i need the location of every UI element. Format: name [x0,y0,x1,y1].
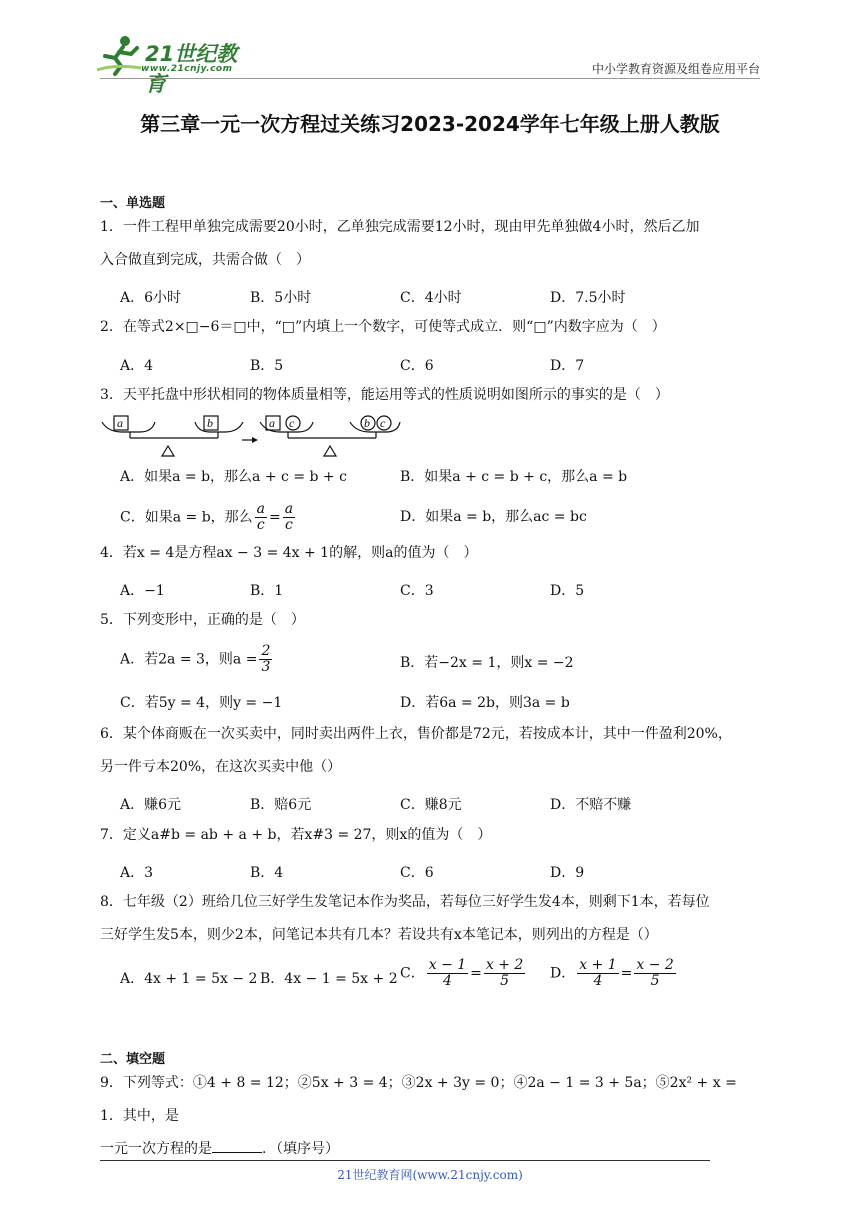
option-a[interactable] [120,644,274,675]
option-d[interactable]: D．若6a = 2b，则3a = b [400,695,570,711]
logo-text: 21世纪教育 [145,42,238,96]
question-6-options [120,794,760,818]
frac-denominator: 3 [261,659,271,675]
option-d[interactable]: D． $\frac{x + 1}{4}$ = $\frac{x - 2}{5}$ [550,957,674,989]
option-a[interactable]: A．赚6元 [120,797,182,813]
option-d[interactable]: D．7.5小时 [550,290,626,306]
option-a[interactable]: A．3 [120,865,154,881]
frac-numerator: a [256,501,266,517]
option-b[interactable]: B．1 [250,583,284,599]
question-4 [100,537,764,570]
question-5 [100,604,764,637]
frac-numerator: x + 1 [579,957,617,973]
frac-denominator: 4 [593,973,603,989]
question-7-text: 7．定义a#b = ab + a + b，若x#3 = 27，则x的值为（ ） [100,827,492,843]
question-7 [100,819,764,852]
frac-numerator: x − 1 [428,957,467,973]
question-1-line2: 入合做直到完成，共需合做（ ） [100,252,310,268]
option-d[interactable]: D．9 [550,865,585,881]
platform-label: 中小学教育资源及组卷应用平台 [591,62,760,76]
fig-right-c1: c [289,416,295,430]
question-8-line1: 8．七年级（2）班给几位三好学生发笔记本作为奖品，若每位三好学生发4本，则剩下1本，若每位 [100,894,710,910]
fig-right-b: b [364,416,370,430]
section-heading-fill-blank: 二、填空题 [100,1052,166,1067]
header-divider [100,78,760,79]
option-c-prefix: C． [400,965,425,982]
option-b[interactable]: B．4x − 1 = 5x + 2 [260,971,398,987]
option-c[interactable]: C．若5y = 4，则y = −1 [120,695,283,711]
question-9 [100,1067,764,1166]
frac-numerator: x − 2 [636,957,674,973]
question-9-line2 [100,1133,764,1166]
frac-denominator: 5 [650,973,660,989]
question-6-line2: 另一件亏本20%，在这次买卖中他（） [100,759,342,775]
footer-divider [100,1160,710,1161]
option-d[interactable]: D．5 [550,583,585,599]
frac-numerator: a [284,501,294,517]
question-6 [100,718,764,784]
question-2-text: 2．在等式2×□−6＝□中，“□”内填上一个数字，可使等式成立．则“□”内数字应为（ ） [100,319,666,335]
page-header [95,28,760,96]
option-c[interactable]: C．赚8元 [400,797,462,813]
option-b[interactable]: B．赔6元 [250,797,312,813]
question-1 [100,211,764,277]
frac-denominator: 4 [442,973,452,989]
option-a[interactable]: A．4 [120,358,154,374]
question-2 [100,311,764,344]
option-b[interactable]: B．若−2x = 1，则x = −2 [400,655,574,671]
question-6-line1: 6．某个体商贩在一次买卖中，同时卖出两件上衣，售价都是72元，若按成本计，其中一件盈利20%， [100,726,732,742]
frac-denominator: c [256,517,265,533]
option-c[interactable] [120,502,297,533]
question-3-options-cd [120,502,760,536]
page-title: 第三章一元一次方程过关练习2023-2024学年七年级上册人教版 [140,112,720,136]
fig-right-a: a [269,416,275,430]
question-8-options [120,958,760,998]
runner-icon [95,34,145,76]
frac-numerator: 2 [261,643,271,659]
option-b[interactable]: B．5小时 [250,290,312,306]
option-a[interactable]: A．如果a = b，那么a + c = b + c [120,469,347,485]
frac-denominator: 5 [500,973,510,989]
option-c[interactable]: C．6 [400,865,434,881]
question-3-text: 3．天平托盘中形状相同的物体质量相等，能运用等式的性质说明如图所示的事实的是（ ） [100,387,669,403]
frac-denominator: c [285,517,293,533]
question-4-options [120,580,760,604]
option-b[interactable]: B．5 [250,358,284,374]
question-8-line2: 三好学生发5本，则少2本，问笔记本共有几本？若设共有x本笔记本，则列出的方程是（） [100,927,658,943]
option-c[interactable]: C． $\frac{x - 1}{4}$ = $\frac{x + 2}{5}$ [400,957,524,989]
option-b[interactable]: B．如果a + c = b + c，那么a = b [400,469,628,485]
question-9-line2-suffix: ．（填序号） [262,1141,339,1157]
question-5-options-ab [120,644,760,680]
fig-left-a: a [117,416,123,430]
question-5-options-cd [120,692,760,716]
question-4-text: 4．若x = 4是方程ax − 3 = 4x + 1的解，则a的值为（ ） [100,545,478,561]
option-c-prefix: C．如果a = b，那么 [120,509,253,526]
question-3 [100,379,764,412]
question-9-line1: 9．下列等式：①4 + 8 = 12；②5x + 3 = 4；③2x + 3y = 0；④2a − 1 = 3 + 5a；⑤2x² + x = 1．其中，是 [100,1075,737,1124]
question-2-options [120,355,760,379]
logo-url: www.21cnjy.com [141,64,233,74]
option-d[interactable]: D．7 [550,358,585,374]
question-3-options-ab [120,466,760,490]
question-5-text: 5．下列变形中，正确的是（ ） [100,612,305,628]
section-heading-single-choice: 一、单选题 [100,196,166,211]
footer-link[interactable]: 21世纪教育网(www.21cnjy.com) [337,1168,523,1182]
option-a[interactable]: A．4x + 1 = 5x − 2 [120,971,258,987]
option-c[interactable]: C．3 [400,583,434,599]
option-d[interactable]: D．不赔不赚 [550,797,632,813]
option-b[interactable]: B．4 [250,865,284,881]
question-9-line2-prefix: 一元一次方程的是 [100,1141,212,1157]
site-logo [95,34,255,96]
frac-numerator: x + 2 [485,957,524,973]
question-1-line1: 1．一件工程甲单独完成需要20小时，乙单独完成需要12小时，现由甲先单独做4小时，然后乙加 [100,219,700,235]
question-8 [100,886,764,952]
option-a[interactable]: A．−1 [120,583,165,599]
option-d[interactable]: D．如果a = b，那么ac = bc [400,509,587,525]
fig-left-b: b [207,416,213,430]
option-c[interactable]: C．6 [400,358,434,374]
question-1-options [120,287,760,311]
equals-sign: = [269,509,281,526]
answer-blank[interactable] [212,1152,262,1153]
option-d-prefix: D． [550,965,576,982]
option-a[interactable]: A．6小时 [120,290,182,306]
balance-scale-figure [100,412,410,460]
question-7-options [120,862,760,886]
option-a-prefix: A．若2a = 3，则a = [120,651,258,668]
option-c[interactable]: C．4小时 [400,290,462,306]
fig-right-c2: c [380,416,386,430]
